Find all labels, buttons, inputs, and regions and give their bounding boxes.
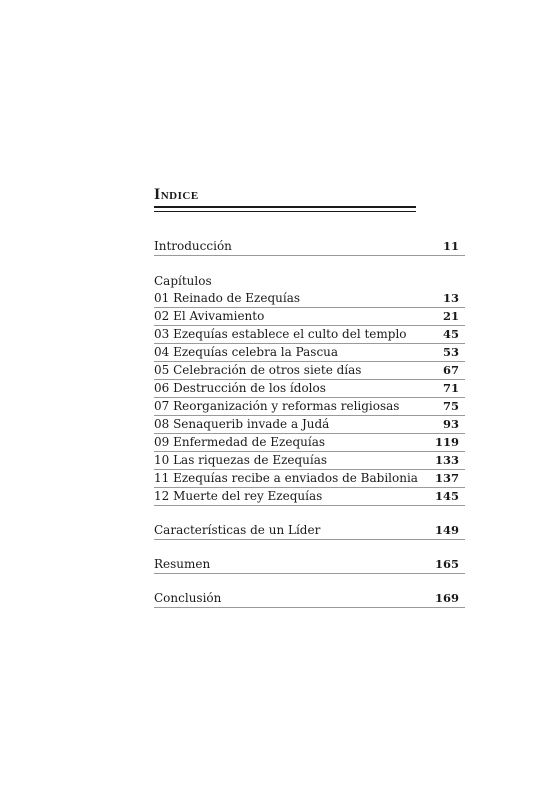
toc-entry-chapter[interactable] bbox=[154, 380, 465, 398]
spacer bbox=[154, 540, 465, 556]
toc-entry-chapter[interactable] bbox=[154, 470, 465, 488]
toc-entry-page: 93 bbox=[442, 417, 459, 431]
toc-entry-chapter[interactable] bbox=[154, 398, 465, 416]
toc-entry-section[interactable] bbox=[154, 590, 465, 608]
toc-entry-page: 149 bbox=[434, 523, 459, 537]
title-rule-thick bbox=[154, 206, 416, 210]
toc-entry-chapter[interactable] bbox=[154, 308, 465, 326]
chapters-heading: Capítulos bbox=[154, 274, 212, 288]
toc-entry-chapter[interactable] bbox=[154, 452, 465, 470]
spacer bbox=[154, 506, 465, 522]
toc-entry-page: 45 bbox=[442, 327, 459, 341]
toc-entry-chapter[interactable] bbox=[154, 488, 465, 506]
toc-entry-page: 21 bbox=[442, 309, 459, 323]
toc-entry-chapter[interactable] bbox=[154, 326, 465, 344]
toc-entry-label: Características de un Líder bbox=[154, 523, 321, 537]
toc-entry-page: 13 bbox=[442, 291, 459, 305]
toc-entry-page: 53 bbox=[442, 345, 459, 359]
toc-entry-page: 11 bbox=[442, 239, 459, 253]
toc-entry-chapter[interactable] bbox=[154, 344, 465, 362]
toc-entry-chapter[interactable] bbox=[154, 434, 465, 452]
toc-entry-page: 169 bbox=[434, 591, 459, 605]
toc-entry-label: 03 Ezequías establece el culto del templo bbox=[154, 327, 407, 341]
toc-entry-label: Introducción bbox=[154, 239, 232, 253]
toc-entry-section[interactable] bbox=[154, 556, 465, 574]
toc-entry-label: 10 Las riquezas de Ezequías bbox=[154, 453, 328, 467]
toc-entry-label: 12 Muerte del rey Ezequías bbox=[154, 489, 323, 503]
toc-entry-intro[interactable] bbox=[154, 238, 465, 256]
toc-entry-chapter[interactable] bbox=[154, 362, 465, 380]
toc-entry-page: 137 bbox=[434, 471, 459, 485]
toc-entry-label: 11 Ezequías recibe a enviados de Babilonia bbox=[154, 471, 418, 485]
title-block bbox=[154, 186, 416, 212]
page-title: Indice bbox=[154, 186, 199, 203]
toc-entry-page: 71 bbox=[442, 381, 459, 395]
toc-entry-label: 04 Ezequías celebra la Pascua bbox=[154, 345, 339, 359]
toc-entry-label: 08 Senaquerib invade a Judá bbox=[154, 417, 330, 431]
toc-entry-label: 07 Reorganización y reformas religiosas bbox=[154, 399, 400, 413]
title-rule-thin bbox=[154, 211, 416, 212]
toc-entry-chapter[interactable] bbox=[154, 416, 465, 434]
toc-entry-label: 02 El Avivamiento bbox=[154, 309, 265, 323]
spacer bbox=[154, 256, 465, 272]
toc-entry-page: 119 bbox=[434, 435, 459, 449]
toc-entry-label: Resumen bbox=[154, 557, 211, 571]
toc-entry-page: 165 bbox=[434, 557, 459, 571]
toc-entry-page: 145 bbox=[434, 489, 459, 503]
toc-entry-page: 75 bbox=[442, 399, 459, 413]
toc-entry-chapter[interactable] bbox=[154, 290, 465, 308]
toc-entry-label: 05 Celebración de otros siete días bbox=[154, 363, 362, 377]
toc-entry-label: 01 Reinado de Ezequías bbox=[154, 291, 301, 305]
toc-entry-page: 133 bbox=[434, 453, 459, 467]
table-of-contents bbox=[154, 238, 465, 608]
toc-entry-label: Conclusión bbox=[154, 591, 222, 605]
toc-entry-label: 09 Enfermedad de Ezequías bbox=[154, 435, 326, 449]
toc-entry-section[interactable] bbox=[154, 522, 465, 540]
toc-entry-label: 06 Destrucción de los ídolos bbox=[154, 381, 326, 395]
toc-entry-page: 67 bbox=[442, 363, 459, 377]
spacer bbox=[154, 574, 465, 590]
